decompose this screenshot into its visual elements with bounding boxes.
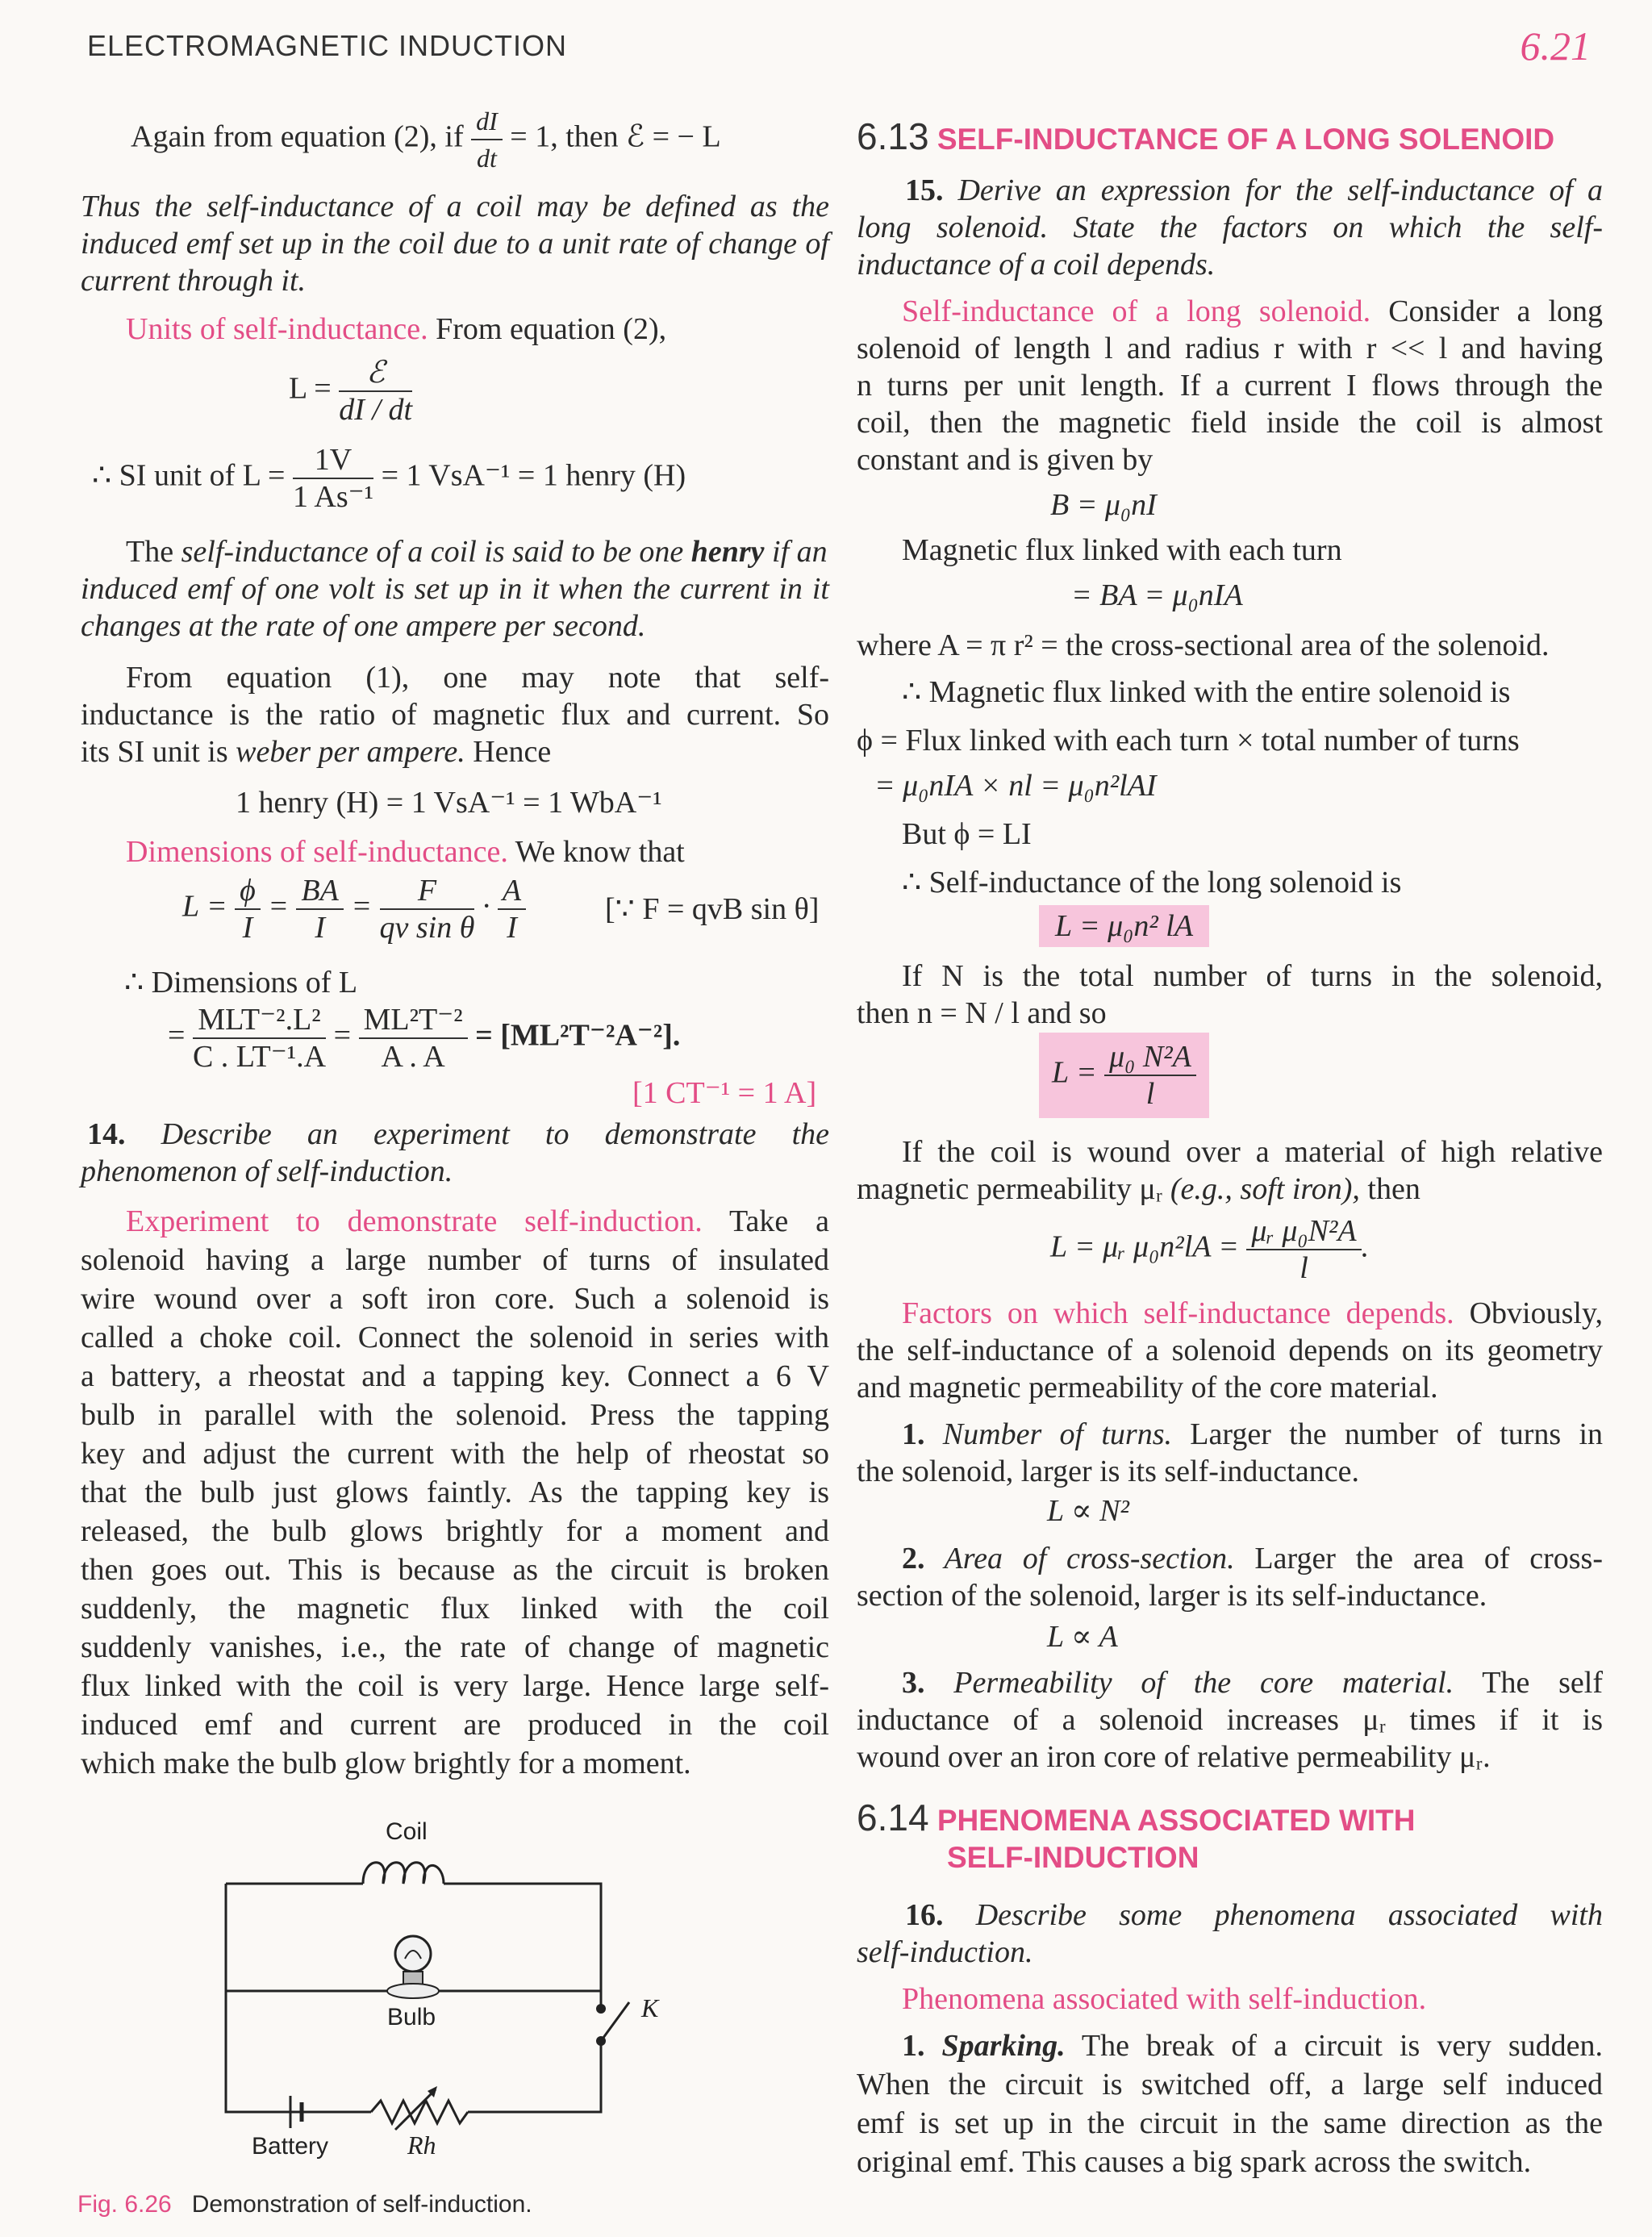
dimension-footnote: [1 CT⁻¹ = 1 A] bbox=[632, 1076, 817, 1110]
page-number: 6.21 bbox=[1520, 23, 1591, 69]
coil-symbol bbox=[363, 1863, 444, 1884]
factors-heading: Factors on which self-inductance depends. Obviously, bbox=[902, 1296, 1603, 1330]
eq-B: B = μ₀nI bbox=[1050, 488, 1157, 522]
eq-LN-highlight: L = $\frac{\text{μ₀ N²A}}{l}$ bbox=[1039, 1033, 1209, 1118]
factor-1: the solenoid, larger is its self-inductance. bbox=[857, 1454, 1359, 1488]
sparking-line: original emf. This causes a big spark across the switch. bbox=[857, 2145, 1532, 2179]
solenoid-heading: Self-inductance of a long solenoid. Consider a long bbox=[902, 294, 1604, 328]
permeability-line: magnetic permeability μᵣ (e.g., soft iron), then bbox=[857, 1172, 1420, 1206]
coil-label: Coil bbox=[386, 1818, 428, 1845]
eq-si-unit: ∴ SI unit of L = $\frac{1V}{\text{1 As⁻¹}}$ = 1 VsA⁻¹ = 1 henry (H) bbox=[92, 443, 686, 514]
phi-definition: ϕ = Flux linked with each turn × total number of turns bbox=[857, 724, 1520, 757]
paragraph-line: its SI unit is weber per ampere. Hence bbox=[81, 735, 552, 769]
eq-flux: = BA = μ₀nIA bbox=[1071, 578, 1243, 612]
eq-L-mur: L = μᵣ μ₀n²lA = $\frac{\text{μᵣ μ₀N²A}}{l}$ . bbox=[1050, 1214, 1370, 1285]
experiment-line: then goes out. This is because as the circuit is broken bbox=[81, 1553, 829, 1587]
definition-line: Thus the self-inductance of a coil may be defined as the bbox=[81, 190, 829, 223]
experiment-line: suddenly, the magnetic flux linked with the coil bbox=[81, 1592, 829, 1626]
experiment-heading: Experiment to demonstrate self-induction. Take a bbox=[126, 1204, 829, 1238]
experiment-line: induced emf and current are produced in the coil bbox=[81, 1708, 829, 1742]
figure-caption: Fig. 6.26 Demonstration of self-induction. bbox=[77, 2191, 532, 2218]
factor-2: section of the solenoid, larger is its self-inductance. bbox=[857, 1579, 1487, 1613]
rheostat-label: Rh bbox=[407, 2131, 436, 2160]
eq-dI-dt: Again from equation (2), if $\frac{dI}{dt}$ = 1, then ℰ = − L bbox=[131, 103, 721, 176]
henry-definition: induced emf of one volt is set up in it when the current in it bbox=[81, 572, 829, 606]
definition-line: induced emf set up in the coil due to a unit rate of change of bbox=[81, 227, 829, 261]
ifN-line: If N is the total number of turns in the solenoid, bbox=[902, 959, 1603, 993]
section-heading-6-13: 6.13 SELF-INDUCTANCE OF A LONG SOLENOID bbox=[857, 115, 1555, 157]
experiment-line: key and adjust the current with the help of rheostat so bbox=[81, 1437, 829, 1471]
bulb-icon bbox=[387, 1936, 439, 1998]
solenoid-line: n turns per unit length. If a current I flows through the bbox=[857, 369, 1603, 403]
definition-line: current through it. bbox=[81, 264, 307, 298]
factor-3: wound over an iron core of relative permeability μᵣ. bbox=[857, 1740, 1491, 1774]
question-15: 15. Derive an expression for the self-inductance of a bbox=[905, 173, 1603, 207]
sparking-line: When the circuit is switched off, a large self induced bbox=[857, 2068, 1603, 2101]
where-A-line: where A = π r² = the cross-sectional area of the solenoid. bbox=[857, 628, 1550, 662]
question-16: self-induction. bbox=[857, 1935, 1033, 1969]
eq-dimensions-result: = $\frac{\text{MLT⁻².L²}}{\text{C . LT⁻¹.A}}$ = $\frac{\text{ML²T⁻²}}{A . A}$ = [ML²T⁻²A⁻²]. bbox=[168, 1003, 681, 1074]
eq-dimensions-L: L = $\frac{\phi}{I}$ = $\frac{BA}{I}$ = $\frac{F}{\text{qv sin θ}}$ · $\frac{A}{I}$ bbox=[182, 873, 526, 945]
eq-L-result-highlight: L = μ₀n² lA bbox=[1039, 905, 1209, 947]
experiment-line: flux linked with the coil is very large. Hence large self- bbox=[81, 1669, 829, 1703]
right-wire bbox=[468, 2041, 601, 2112]
dimension-note: [∵ F = qvB sin θ] bbox=[605, 892, 820, 926]
dimensions-of-L: ∴ Dimensions of L bbox=[124, 966, 358, 1000]
self-inductance-line: ∴ Self-inductance of the long solenoid is bbox=[902, 866, 1402, 899]
factors-line: and magnetic permeability of the core material. bbox=[857, 1371, 1438, 1404]
sparking-line: 1. Sparking. The break of a circuit is very sudden. bbox=[902, 2029, 1603, 2063]
experiment-line: a battery, a rheostat and a tapping key. Connect a 6 V bbox=[81, 1359, 829, 1393]
factor-3: inductance of a solenoid increases μᵣ times if it is bbox=[857, 1703, 1603, 1737]
solenoid-line: solenoid of length l and radius r with r << l and having bbox=[857, 332, 1603, 365]
henry-definition: The self-inductance of a coil is said to be one henry if an bbox=[126, 535, 828, 569]
bottom-left-wire bbox=[226, 1884, 371, 2112]
key-label: K bbox=[641, 1993, 659, 2022]
solenoid-line: constant and is given by bbox=[857, 443, 1153, 477]
bulb-label: Bulb bbox=[387, 2004, 436, 2030]
eq-henry: 1 henry (H) = 1 VsA⁻¹ = 1 WbA⁻¹ bbox=[236, 786, 662, 820]
sparking-line: emf is set up in the circuit in the same direction as the bbox=[857, 2106, 1603, 2140]
but-line: But ϕ = LI bbox=[902, 817, 1032, 851]
question-16: 16. Describe some phenomena associated with bbox=[905, 1898, 1603, 1932]
circuit-diagram bbox=[202, 1775, 702, 2170]
experiment-line: bulb in parallel with the solenoid. Press the tapping bbox=[81, 1398, 829, 1432]
factor-3: 3. Permeability of the core material. The self bbox=[902, 1666, 1603, 1700]
experiment-line: solenoid having a large number of turns of insulated bbox=[81, 1243, 829, 1277]
ifN-line: then n = N / l and so bbox=[857, 996, 1107, 1030]
eq-L-prop-N2: L ∝ N² bbox=[1047, 1494, 1129, 1528]
experiment-line: which make the bulb glow brightly for a moment. bbox=[81, 1747, 691, 1780]
factor-2: 2. Area of cross-section. Larger the area of cross- bbox=[902, 1542, 1603, 1575]
chapter-header: ELECTROMAGNETIC INDUCTION bbox=[87, 29, 568, 62]
question-15: inductance of a coil depends. bbox=[857, 248, 1216, 282]
flux-entire-line: ∴ Magnetic flux linked with the entire solenoid is bbox=[902, 675, 1511, 709]
permeability-line: If the coil is wound over a material of high relative bbox=[902, 1135, 1603, 1169]
eq-phi: = μ₀nIA × nl = μ₀n²lAI bbox=[874, 769, 1157, 803]
experiment-line: suddenly vanishes, i.e., the rate of change of magnetic bbox=[81, 1630, 829, 1664]
experiment-line: called a choke coil. Connect the solenoid in series with bbox=[81, 1321, 829, 1354]
experiment-line: released, the bulb glows brightly for a moment and bbox=[81, 1514, 829, 1548]
factor-1: 1. Number of turns. Larger the number of turns in bbox=[902, 1417, 1603, 1451]
eq-L-prop-A: L ∝ A bbox=[1047, 1620, 1118, 1654]
flux-line: Magnetic flux linked with each turn bbox=[902, 533, 1342, 567]
solenoid-line: coil, then the magnetic field inside the coil is almost bbox=[857, 406, 1603, 440]
section-heading-6-14-line2: SELF-INDUCTION bbox=[947, 1841, 1199, 1874]
question-15: long solenoid. State the factors on which the self- bbox=[857, 211, 1603, 244]
experiment-line: that the bulb just glows faintly. As the tapping key is bbox=[81, 1475, 829, 1509]
factors-line: the self-inductance of a solenoid depends on its geometry bbox=[857, 1333, 1603, 1367]
eq-L-units: L = $\frac{\text{ℰ}}{dI / dt}$ bbox=[289, 356, 413, 427]
battery-label: Battery bbox=[252, 2133, 329, 2160]
experiment-line: wire wound over a soft iron core. Such a solenoid is bbox=[81, 1282, 829, 1316]
paragraph-line: From equation (1), one may note that self- bbox=[126, 661, 829, 695]
paragraph-line: inductance is the ratio of magnetic flux and current. So bbox=[81, 698, 829, 732]
phenomena-heading: Phenomena associated with self-induction. bbox=[902, 1982, 1427, 2016]
dimensions-paragraph: Dimensions of self-inductance. We know that bbox=[126, 835, 685, 869]
question-14: 14. Describe an experiment to demonstrate the bbox=[87, 1117, 829, 1151]
units-paragraph: Units of self-inductance. From equation (2), bbox=[126, 312, 667, 346]
henry-definition: changes at the rate of one ampere per second. bbox=[81, 609, 646, 643]
section-heading-6-14: 6.14 PHENOMENA ASSOCIATED WITH bbox=[857, 1797, 1416, 1838]
question-14: phenomenon of self-induction. bbox=[81, 1154, 453, 1188]
